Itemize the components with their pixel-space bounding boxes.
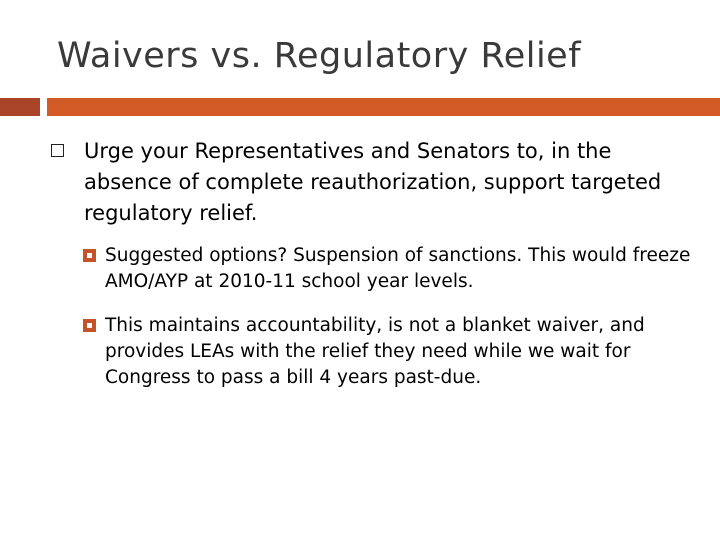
main-bullet-text: Urge your Representatives and Senators to, in the absence of complete reauthorization, support targeted regulatory relief. <box>84 139 662 225</box>
filled-square-bullet-icon <box>83 249 96 262</box>
filled-square-bullet-icon <box>83 319 96 332</box>
sub-bullet-text: Suggested options? Suspension of sanctions. This would freeze AMO/AYP at 2010-11 school year levels. <box>105 245 691 292</box>
square-bullet-icon <box>51 144 64 157</box>
slide-title: Waivers vs. Regulatory Relief <box>57 36 582 76</box>
title-rule-left <box>0 98 40 116</box>
main-bullet <box>51 136 691 229</box>
title-rule-right <box>47 98 720 116</box>
sub-bullet-text: This maintains accountability, is not a blanket waiver, and provides LEAs with the relief they need while we wait for Congress to pass a bill 4 years past-due. <box>105 315 645 388</box>
sub-bullet <box>83 313 693 391</box>
sub-bullet <box>83 243 693 295</box>
